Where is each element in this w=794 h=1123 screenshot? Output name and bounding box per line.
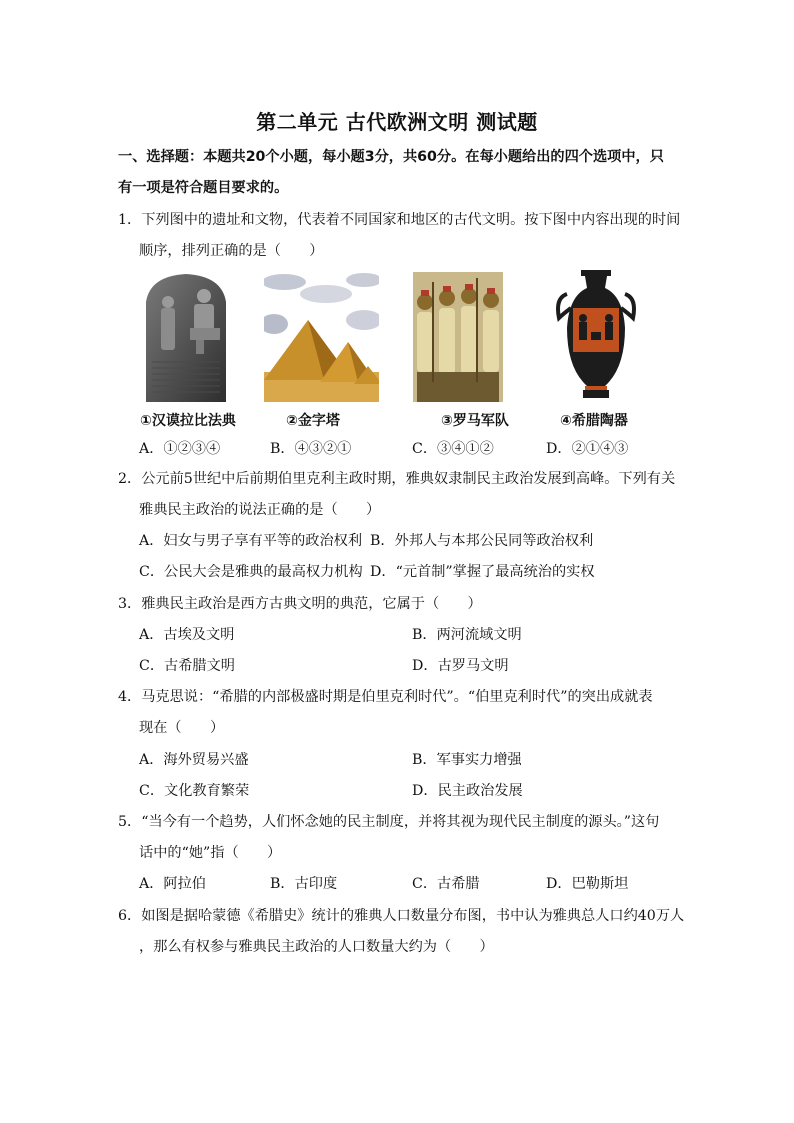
q1-caption-3: ③罗马军队 bbox=[441, 413, 509, 429]
q6-stem-line2: ，那么有权参与雅典民主政治的人口数量大约为（ ） bbox=[139, 939, 494, 955]
q1-stem-line2: 顺序，排列正确的是（ ） bbox=[139, 243, 324, 259]
q1-option-c: C．③④①② bbox=[412, 441, 494, 457]
q1-stem-line1: 1．下列图中的遗址和文物，代表着不同国家和地区的古代文明。按下图中内容出现的时间 bbox=[118, 212, 681, 228]
page-title: 第二单元 古代欧洲文明 测试题 bbox=[256, 110, 538, 134]
q1-option-d: D．②①④③ bbox=[546, 441, 629, 457]
q1-caption-2: ②金字塔 bbox=[286, 413, 340, 429]
q5-option-c: C．古希腊 bbox=[412, 876, 480, 892]
q4-option-b: B．军事实力增强 bbox=[412, 752, 522, 768]
q3-option-b: B．两河流域文明 bbox=[412, 627, 522, 643]
q6-stem-line1: 6．如图是据哈蒙德《希腊史》统计的雅典人口数量分布图，书中认为雅典总人口约40万人 bbox=[118, 908, 685, 924]
q4-option-a: A．海外贸易兴盛 bbox=[139, 752, 249, 768]
roman-soldiers-image bbox=[413, 272, 503, 402]
q5-stem-line2: 话中的“她”指（ ） bbox=[139, 845, 282, 861]
q5-option-b: B．古印度 bbox=[270, 876, 338, 892]
q1-caption-4: ④希腊陶器 bbox=[560, 413, 628, 429]
q4-stem-line2: 现在（ ） bbox=[139, 720, 225, 736]
greek-vase-image bbox=[553, 268, 639, 402]
q1-caption-1: ①汉谟拉比法典 bbox=[140, 413, 236, 429]
section-instructions-line2: 有一项是符合题目要求的。 bbox=[118, 180, 289, 196]
q2-stem-line2: 雅典民主政治的说法正确的是（ ） bbox=[139, 502, 381, 518]
q3-option-d: D．古罗马文明 bbox=[412, 658, 509, 674]
q5-option-d: D．巴勒斯坦 bbox=[546, 876, 629, 892]
q4-option-d: D．民主政治发展 bbox=[412, 783, 523, 799]
q2-option-d: D．“元首制”掌握了最高统治的实权 bbox=[370, 564, 595, 580]
q4-option-c: C．文化教育繁荣 bbox=[139, 783, 250, 799]
q1-option-a: A．①②③④ bbox=[139, 441, 221, 457]
q2-option-c: C．公民大会是雅典的最高权力机构 bbox=[139, 564, 363, 580]
q5-option-a: A．阿拉伯 bbox=[139, 876, 206, 892]
q3-option-c: C．古希腊文明 bbox=[139, 658, 235, 674]
q3-stem-line1: 3．雅典民主政治是西方古典文明的典范，它属于（ ） bbox=[118, 596, 482, 612]
section-instructions-line1: 一、选择题：本题共20个小题，每小题3分，共60分。在每小题给出的四个选项中，只 bbox=[118, 149, 664, 165]
q1-option-b: B．④③②① bbox=[270, 441, 352, 457]
q2-stem-line1: 2．公元前5世纪中后前期伯里克利主政时期，雅典奴隶制民主政治发展到高峰。下列有关 bbox=[118, 471, 676, 487]
q3-option-a: A．古埃及文明 bbox=[139, 627, 235, 643]
q2-option-a: A．妇女与男子享有平等的政治权利 bbox=[139, 533, 363, 549]
pyramid-image bbox=[264, 272, 379, 402]
stele-image bbox=[140, 272, 232, 402]
q5-stem-line1: 5．“当今有一个趋势，人们怀念她的民主制度，并将其视为现代民主制度的源头。”这句 bbox=[118, 814, 660, 830]
q2-option-b: B．外邦人与本邦公民同等政治权利 bbox=[370, 533, 594, 549]
q4-stem-line1: 4．马克思说：“希腊的内部极盛时期是伯里克利时代”。“伯里克利时代”的突出成就表 bbox=[118, 689, 653, 705]
